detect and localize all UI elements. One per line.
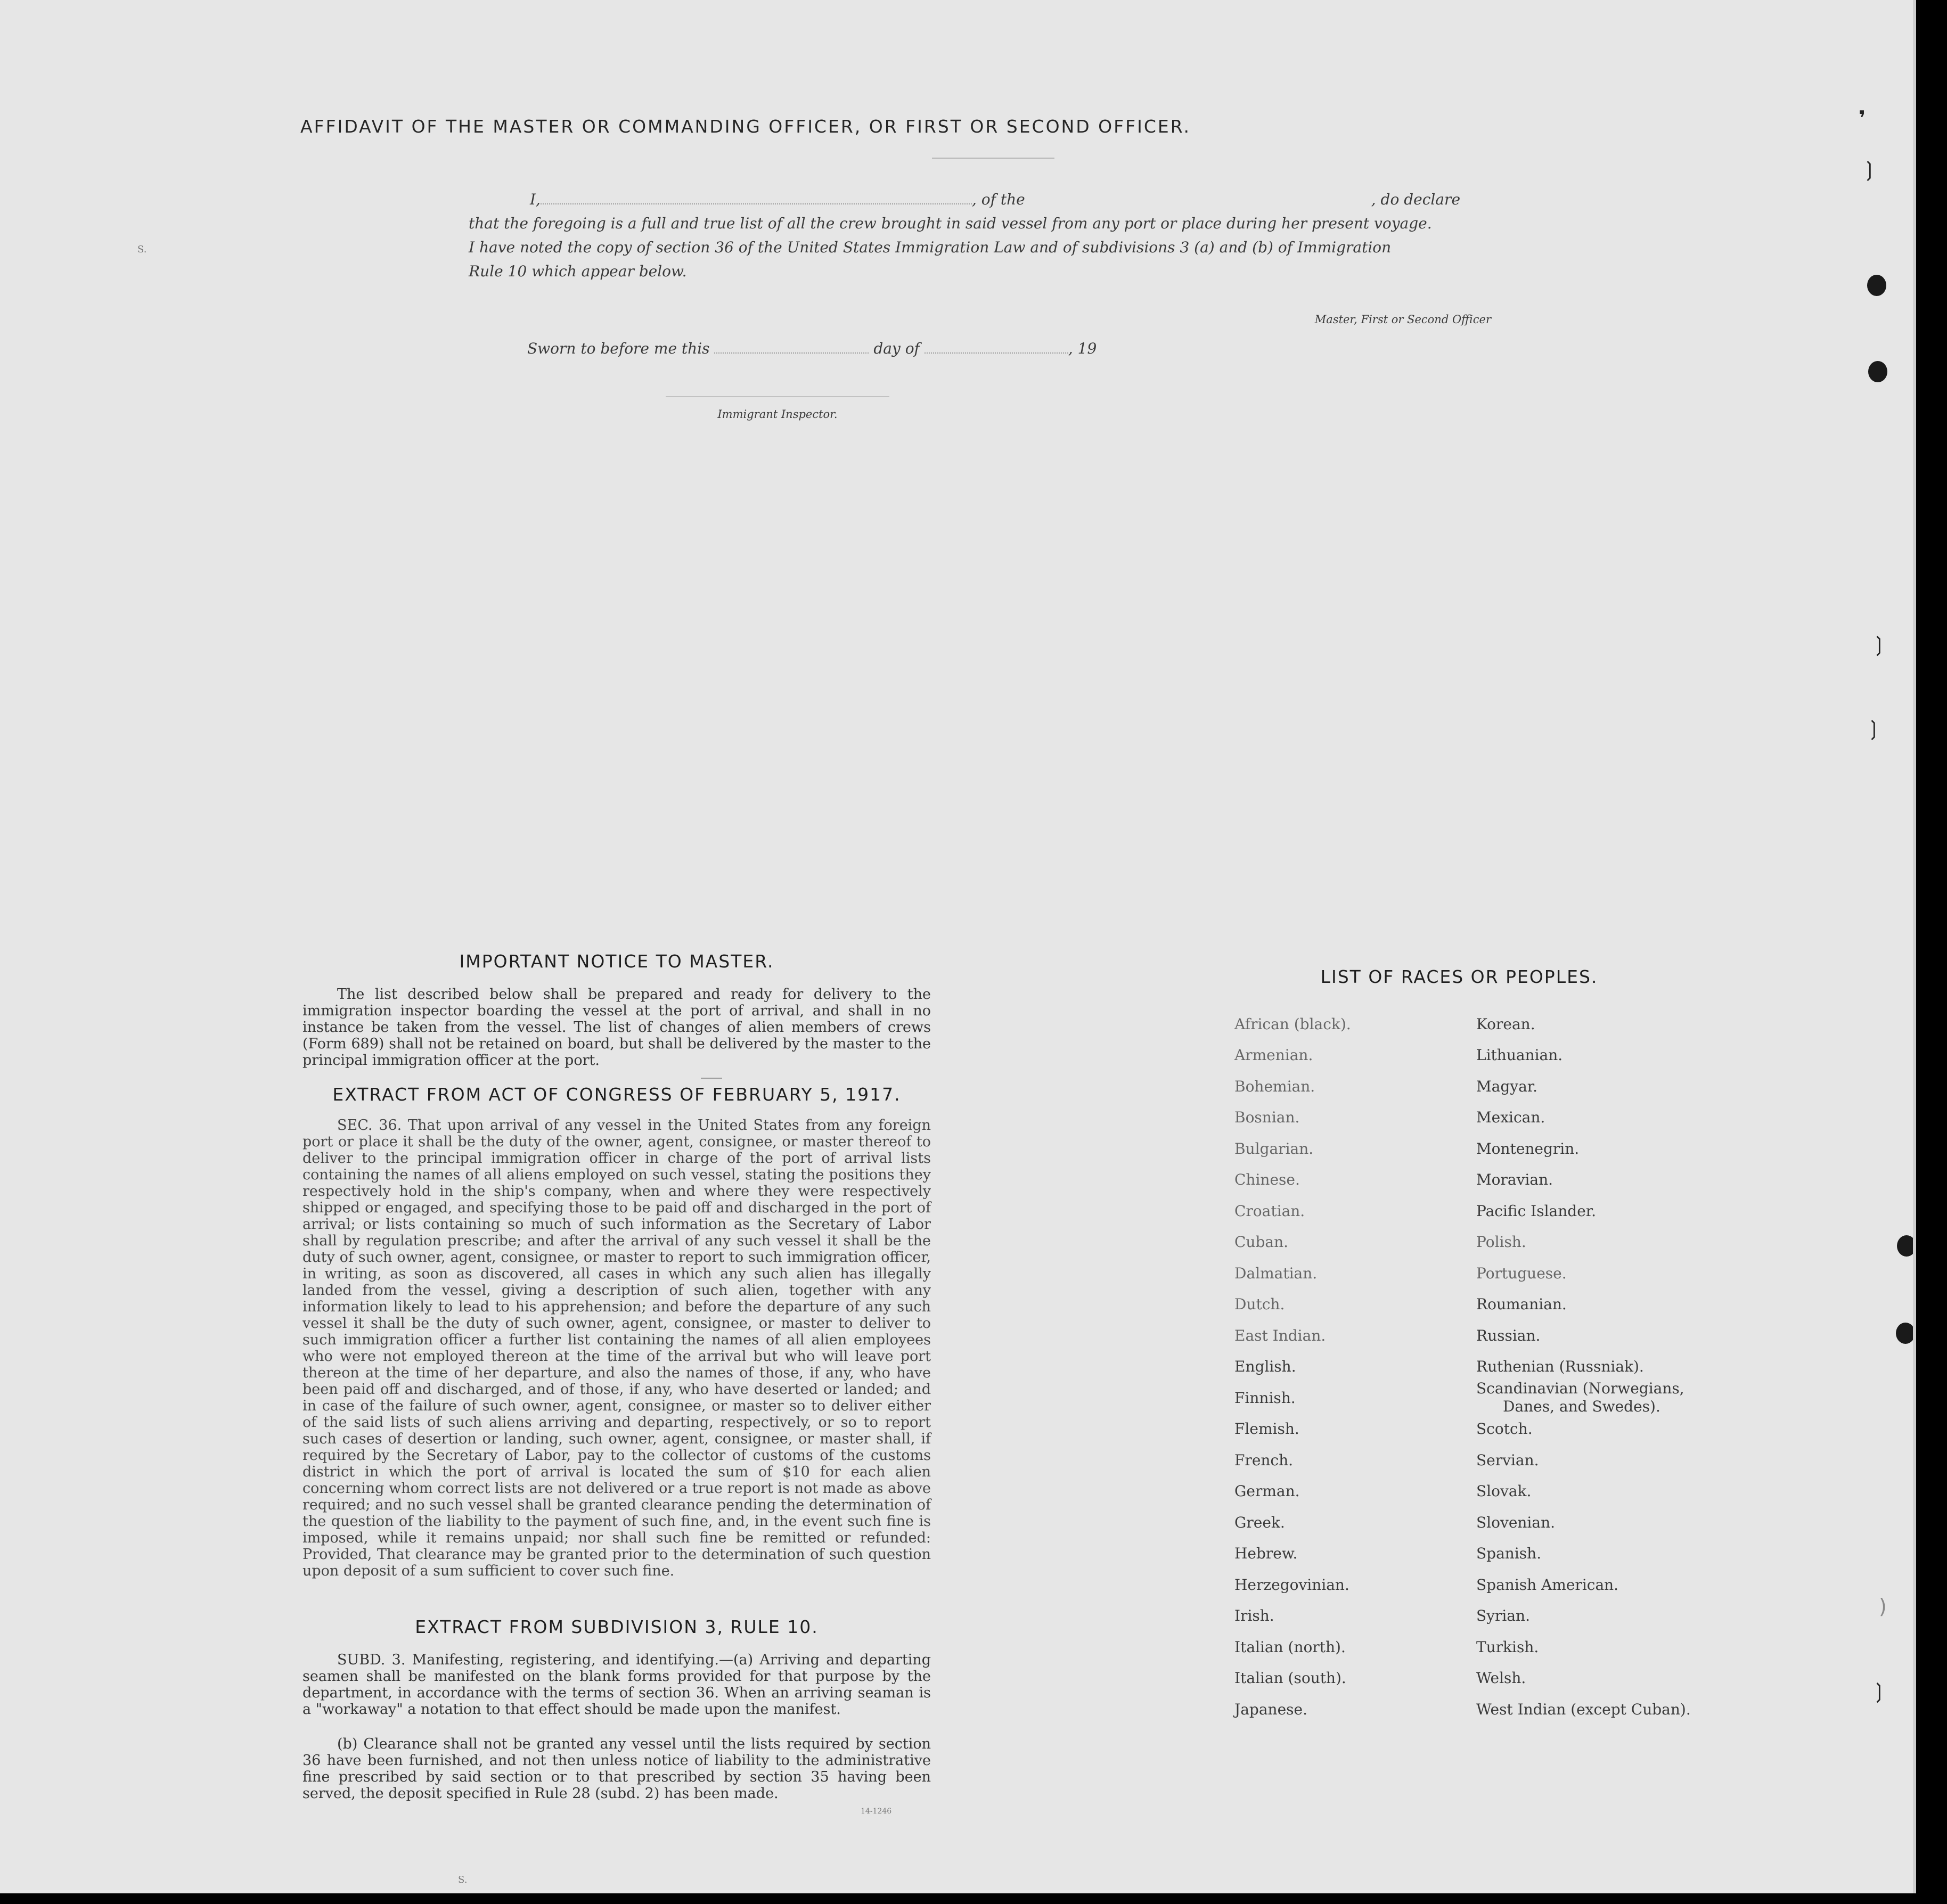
punch-hole-icon xyxy=(1868,361,1887,382)
affidavit-line-3: I have noted the copy of section 36 of the United States Immigration Law and of subdivisions 3 (a) and (b) of Immigration xyxy=(469,239,1392,256)
notice-text: The list described below shall be prepared and ready for delivery to the immigration inspector boarding the vessel at the port of arrival, and shall in no instance be taken from the vessel. The list of changes of alien members of crews (Form 689) shall not be retained on board, but shall be delivered by the master to the principal immigration officer at the port. xyxy=(302,986,931,1069)
race-item: Bohemian. xyxy=(1234,1078,1315,1095)
punch-hole-icon xyxy=(1867,275,1886,296)
race-item: Ruthenian (Russniak). xyxy=(1476,1358,1644,1375)
race-item: Russian. xyxy=(1476,1327,1541,1344)
race-item: East Indian. xyxy=(1234,1327,1326,1344)
punch-hole-icon xyxy=(1897,1235,1916,1257)
affidavit-of-the: , of the xyxy=(971,191,1025,208)
race-item: Japanese. xyxy=(1234,1701,1307,1718)
race-item: French. xyxy=(1234,1451,1294,1469)
race-item: Bulgarian. xyxy=(1234,1140,1314,1158)
form-number: 14-1246 xyxy=(861,1807,892,1816)
race-item: Roumanian. xyxy=(1476,1295,1567,1313)
race-item: Moravian. xyxy=(1476,1171,1553,1188)
binding-mark-icon: ❳ xyxy=(1870,633,1887,656)
notice-title: IMPORTANT NOTICE TO MASTER. xyxy=(459,951,774,972)
race-item: Portuguese. xyxy=(1476,1265,1567,1282)
affidavit-line-2: that the foregoing is a full and true list of all the crew brought in said vessel from any port or place during her present voyage. xyxy=(469,215,1432,232)
race-item: West Indian (except Cuban). xyxy=(1476,1701,1691,1718)
race-item: Armenian. xyxy=(1234,1046,1313,1064)
sworn-prefix: Sworn to before me this xyxy=(527,340,710,357)
margin-mark: S. xyxy=(137,244,147,255)
extract-act-title: EXTRACT FROM ACT OF CONGRESS OF FEBRUARY 5, 1917. xyxy=(332,1084,901,1105)
binding-mark-icon: ❳ xyxy=(1861,158,1878,181)
race-item-continuation: Danes, and Swedes). xyxy=(1503,1398,1660,1415)
race-item: Italian (north). xyxy=(1234,1638,1346,1656)
race-item: Greek. xyxy=(1234,1514,1285,1531)
extract-rule-text-b: (b) Clearance shall not be granted any vessel until the lists required by section 36 have been furnished, and not then unless notice of liability to the administrative fine prescribed by said section or to that prescribed by section 35 having been served, the deposit specified in Rule 28 (subd. 2) has been made. xyxy=(302,1736,931,1802)
affidavit-title: AFFIDAVIT OF THE MASTER OR COMMANDING OFFICER, OR FIRST OR SECOND OFFICER. xyxy=(300,116,1191,137)
race-item: Mexican. xyxy=(1476,1109,1545,1126)
race-item: Italian (south). xyxy=(1234,1669,1346,1687)
race-item: Scotch. xyxy=(1476,1420,1533,1438)
race-item: Polish. xyxy=(1476,1233,1526,1251)
punch-hole-icon xyxy=(1896,1323,1915,1344)
race-item: Dutch. xyxy=(1234,1295,1285,1313)
race-item: Spanish. xyxy=(1476,1545,1542,1562)
binding-mark-icon: ❳ xyxy=(1870,1679,1887,1703)
race-item: Bosnian. xyxy=(1234,1109,1300,1126)
bottom-margin-mark: S. xyxy=(458,1874,468,1885)
race-item: Slovenian. xyxy=(1476,1514,1555,1531)
extract-rule-title: EXTRACT FROM SUBDIVISION 3, RULE 10. xyxy=(415,1616,819,1637)
race-item: Herzegovinian. xyxy=(1234,1576,1349,1594)
race-item: Servian. xyxy=(1476,1451,1539,1469)
binding-mark-icon: ❜ xyxy=(1859,106,1866,130)
race-item: Dalmatian. xyxy=(1234,1265,1318,1282)
race-item: Welsh. xyxy=(1476,1669,1526,1687)
race-item: Irish. xyxy=(1234,1607,1274,1624)
race-item: Slovak. xyxy=(1476,1482,1532,1500)
extract-rule-text-a: SUBD. 3. Manifesting, registering, and identifying.—(a) Arriving and departing seamen shall be manifested on the blank forms provided for that purpose by the department, in accordance with the terms of section 36. When an arriving seaman is a "workaway" a notation to that effect should be made upon the manifest. xyxy=(302,1652,931,1718)
affidavit-i: I, xyxy=(530,191,541,208)
race-item: Korean. xyxy=(1476,1015,1535,1033)
race-item: English. xyxy=(1234,1358,1296,1375)
race-item: Turkish. xyxy=(1476,1638,1539,1656)
race-item: Flemish. xyxy=(1234,1420,1299,1438)
binding-mark-icon: ❳ xyxy=(1865,717,1882,740)
race-item: Finnish. xyxy=(1234,1389,1296,1407)
signature-label: Master, First or Second Officer xyxy=(1314,313,1491,326)
sworn-year: , 19 xyxy=(1068,340,1097,357)
race-item: Cuban. xyxy=(1234,1233,1289,1251)
race-item: Scandinavian (Norwegians, xyxy=(1476,1380,1684,1397)
race-item: Hebrew. xyxy=(1234,1545,1298,1562)
race-item: Montenegrin. xyxy=(1476,1140,1580,1158)
race-item: Spanish American. xyxy=(1476,1576,1619,1594)
inspector-label: Immigrant Inspector. xyxy=(717,408,838,421)
sworn-day-of: day of xyxy=(873,340,920,357)
race-item: Magyar. xyxy=(1476,1078,1538,1095)
race-item: African (black). xyxy=(1234,1015,1351,1033)
race-item: Pacific Islander. xyxy=(1476,1202,1596,1220)
race-item: German. xyxy=(1234,1482,1300,1500)
affidavit-line-4: Rule 10 which appear below. xyxy=(469,262,687,280)
binding-mark-icon: ) xyxy=(1879,1595,1887,1618)
race-item: Chinese. xyxy=(1234,1171,1300,1188)
race-item: Syrian. xyxy=(1476,1607,1530,1624)
races-title: LIST OF RACES OR PEOPLES. xyxy=(1320,966,1598,987)
race-item: Croatian. xyxy=(1234,1202,1305,1220)
race-item: Lithuanian. xyxy=(1476,1046,1563,1064)
extract-act-text: SEC. 36. That upon arrival of any vessel in the United States from any foreign port or place it shall be the duty of the owner, agent, consignee, or master thereof to deliver to the principal immigration officer in charge of the port of arrival lists containing the names of all aliens employed on such vessel, stating the positions they respectively hold in the ship's company, when and where they were respectively shipped or engaged, and specifying those to be paid off and discharged in the port of arrival; or lists containing so much of such information as the Secretary of Labor shall by regulation prescribe; and after the arrival of any such vessel it shall be the duty of such owner, agent, consignee, or master to report to such immigration officer, in writing, as soon as discovered, all cases in which any such alien has illegally landed from the vessel, giving a description of such alien, together with any information likely to lead to his apprehension; and before the departure of any such vessel it shall be the duty of such owner, agent, consignee, or master to deliver to such immigration officer a further list containing the names of all alien employees who were not employed thereon at the time of the arrival but who will leave port thereon at the time of her departure, and also the names of those, if any, who have been paid off and discharged, and of those, if any, who have deserted or landed; and in case of the failure of such owner, agent, consignee, or master so to deliver either of the said lists of such aliens arriving and departing, respectively, or so to report such cases of desertion or landing, such owner, agent, consignee, or master shall, if required by the Secretary of Labor, pay to the collector of customs of the customs district in which the port of arrival is located the sum of $10 for each alien concerning whom correct lists are not delivered or a true report is not made as above required; and no such vessel shall be granted clearance pending the determination of the question of the liability to the payment of such fine, and, in the event such fine is imposed, while it remains unpaid; nor shall such fine be remitted or refunded: Provided, That clearance may be granted prior to the determination of such question upon deposit of a sum sufficient to cover such fine. xyxy=(302,1117,931,1579)
affidavit-do-declare: , do declare xyxy=(1371,191,1461,208)
